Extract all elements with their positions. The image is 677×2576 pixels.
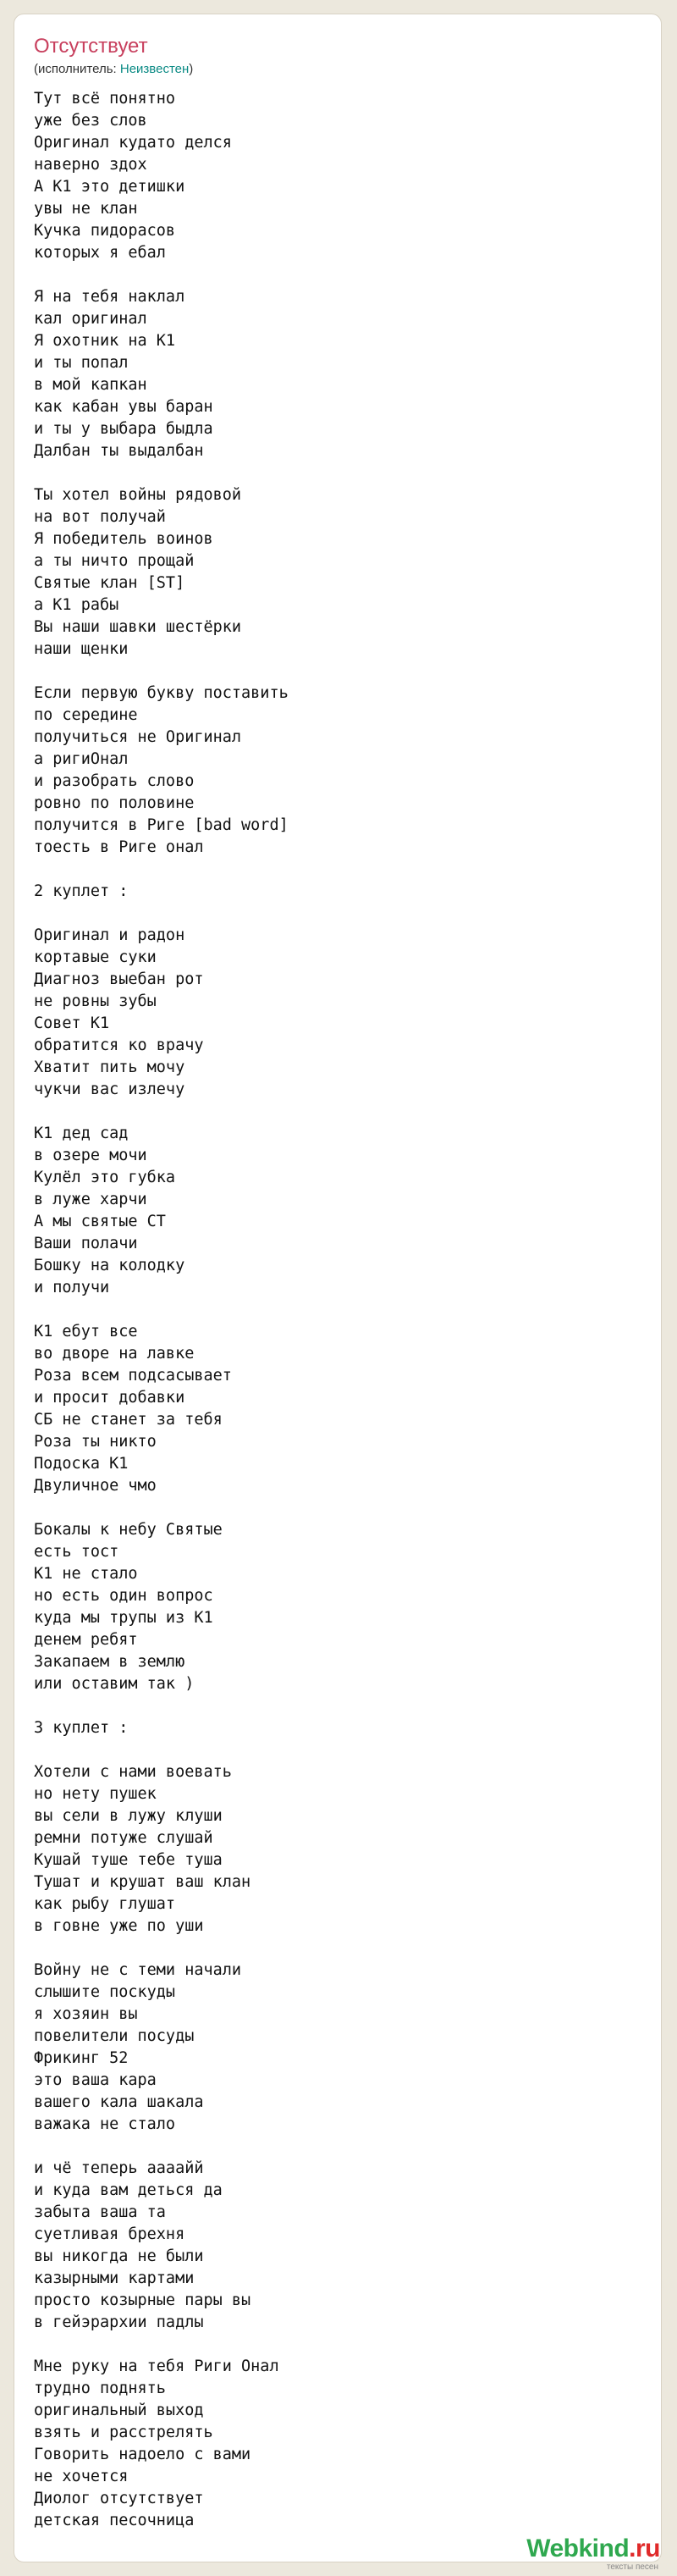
lyric-line: и разобрать слово <box>34 772 195 790</box>
lyric-line: Хватит пить мочу <box>34 1059 185 1076</box>
lyric-line: не хочется <box>34 2468 129 2485</box>
lyric-line: Совет К1 <box>34 1014 110 1032</box>
lyric-line: уже без слов <box>34 112 147 130</box>
artist-suffix: ) <box>189 62 194 76</box>
lyric-line: важака не стало <box>34 2115 176 2133</box>
lyric-line: и чё теперь аааайй <box>34 2159 204 2177</box>
lyric-line: во дворе на лавке <box>34 1345 195 1363</box>
lyric-line: по середине <box>34 706 138 724</box>
lyric-line: но нету пушек <box>34 1785 157 1803</box>
lyric-line: и ты попал <box>34 354 129 372</box>
lyric-line: которых я ебал <box>34 244 166 262</box>
lyric-line: Диагноз выебан рот <box>34 970 204 988</box>
lyric-line: наверно здох <box>34 156 147 174</box>
lyric-line: 3 куплет : <box>34 1719 129 1737</box>
lyric-line: Оригинал и радон <box>34 926 185 944</box>
lyric-line: Я победитель воинов <box>34 530 213 548</box>
lyric-line: но есть один вопрос <box>34 1587 213 1605</box>
lyric-line: и получи <box>34 1279 110 1296</box>
lyric-line: или оставим так ) <box>34 1675 195 1693</box>
lyric-line: СБ не станет за тебя <box>34 1411 223 1429</box>
lyric-line: повелители посуды <box>34 2027 195 2045</box>
lyric-line: обратится ко врачу <box>34 1036 204 1054</box>
lyric-line: и куда вам деться да <box>34 2181 223 2199</box>
lyric-line: Кучка пидорасов <box>34 222 176 240</box>
lyric-line: получиться не Оригинал <box>34 728 242 746</box>
lyric-line: Вы наши шавки шестёрки <box>34 618 242 636</box>
lyric-line: наши щенки <box>34 640 129 658</box>
site-logo[interactable] <box>526 2532 669 2574</box>
lyric-line: а К1 рабы <box>34 596 119 614</box>
lyric-line: Я на тебя наклал <box>34 288 185 306</box>
artist-prefix: (исполнитель: <box>34 62 120 76</box>
logo-brand: Webkind <box>526 2535 630 2562</box>
lyric-line: Роза ты никто <box>34 1433 157 1451</box>
lyric-line: увы не клан <box>34 200 138 218</box>
lyric-line: и ты у выбара быдла <box>34 420 213 438</box>
lyric-line: Хотели с нами воевать <box>34 1763 232 1781</box>
lyric-line: а ригиОнал <box>34 750 129 768</box>
lyric-line: Далбан ты выдалбан <box>34 442 204 460</box>
lyric-line: Тут всё понятно <box>34 90 176 108</box>
lyric-line: забыта ваша та <box>34 2203 166 2221</box>
lyric-line: Кушай туше тебе туша <box>34 1851 223 1869</box>
lyric-line: ремни потуже слушай <box>34 1829 213 1847</box>
lyric-line: вы никогда не были <box>34 2247 204 2265</box>
lyric-line: трудно поднять <box>34 2380 166 2397</box>
lyric-line: просто козырные пары вы <box>34 2291 251 2309</box>
artist-line <box>34 61 193 78</box>
lyric-line: суетливая брехня <box>34 2225 185 2243</box>
lyric-line: на вот получай <box>34 508 166 526</box>
lyric-line: Войну не с теми начали <box>34 1961 242 1979</box>
lyric-line: в луже харчи <box>34 1191 147 1208</box>
lyric-line: Говорить надоело с вами <box>34 2446 251 2463</box>
lyric-line: К1 дед сад <box>34 1125 129 1142</box>
lyric-line: ровно по половине <box>34 794 195 812</box>
lyric-line: Подоска К1 <box>34 1455 129 1473</box>
lyric-line: Бокалы к небу Святые <box>34 1521 223 1539</box>
logo-tagline: тексты песен <box>606 2562 658 2572</box>
lyric-line: это ваша кара <box>34 2071 157 2089</box>
lyric-line: Я охотник на К1 <box>34 332 176 350</box>
lyric-line: Мне руку на тебя Риги Онал <box>34 2358 279 2375</box>
lyric-line: куда мы трупы из К1 <box>34 1609 213 1627</box>
lyric-line: денем ребят <box>34 1631 138 1649</box>
lyric-line: я хозяин вы <box>34 2005 138 2023</box>
lyrics-text <box>34 88 289 2532</box>
lyric-line: Ваши полачи <box>34 1235 138 1252</box>
lyric-line: 2 куплет : <box>34 882 129 900</box>
song-title: Отсутствует <box>34 35 148 58</box>
lyric-line: Святые клан [ST] <box>34 574 185 592</box>
lyric-line: Закапаем в землю <box>34 1653 185 1671</box>
lyric-line: как рыбу глушат <box>34 1895 176 1913</box>
artist-link[interactable]: Неизвестен <box>119 62 190 76</box>
lyric-line: взять и расстрелять <box>34 2424 213 2441</box>
lyric-line: в гейэрархии падлы <box>34 2313 204 2331</box>
lyric-line: тоесть в Риге онал <box>34 838 204 856</box>
lyric-line: и просит добавки <box>34 1389 185 1407</box>
logo-tld: .ru <box>629 2535 660 2562</box>
lyric-line: оригинальный выход <box>34 2402 204 2419</box>
lyric-line: Бошку на колодку <box>34 1257 185 1274</box>
lyric-line: К1 ебут все <box>34 1323 138 1341</box>
lyric-line: есть тост <box>34 1543 119 1561</box>
lyric-line: К1 не стало <box>34 1565 138 1583</box>
lyric-line: Роза всем подсасывает <box>34 1367 232 1385</box>
lyric-line: вашего кала шакала <box>34 2093 204 2111</box>
lyric-line: казырными картами <box>34 2269 195 2287</box>
lyric-line: Диолог отсутствует <box>34 2490 204 2507</box>
lyric-line: вы сели в лужу клуши <box>34 1807 223 1825</box>
lyric-line: А К1 это детишки <box>34 178 185 196</box>
lyric-line: Если первую букву поставить <box>34 684 289 702</box>
lyric-line: Ты хотел войны рядовой <box>34 486 242 504</box>
lyric-line: в озере мочи <box>34 1147 147 1164</box>
lyric-line: кортавые суки <box>34 948 157 966</box>
lyric-line: слышите поскуды <box>34 1983 176 2001</box>
lyric-line: Фрикинг 52 <box>34 2049 129 2067</box>
lyric-line: не ровны зубы <box>34 992 157 1010</box>
lyric-line: Оригинал кудато делся <box>34 134 232 152</box>
lyric-line: а ты ничто прощай <box>34 552 195 570</box>
logo-wordmark <box>526 2534 660 2564</box>
lyric-line: в говне уже по уши <box>34 1917 204 1935</box>
lyric-line: детская песочница <box>34 2512 195 2529</box>
lyric-line: Кулёл это губка <box>34 1169 176 1186</box>
lyric-line: как кабан увы баран <box>34 398 213 416</box>
lyric-line: в мой капкан <box>34 376 147 394</box>
lyric-line: Тушат и крушат ваш клан <box>34 1873 251 1891</box>
lyric-line: чукчи вас излечу <box>34 1081 185 1098</box>
lyric-line: А мы святые СТ <box>34 1213 166 1230</box>
lyric-line: получится в Риге [bad word] <box>34 816 289 834</box>
lyric-line: кал оригинал <box>34 310 147 328</box>
lyric-line: Двуличное чмо <box>34 1477 157 1495</box>
